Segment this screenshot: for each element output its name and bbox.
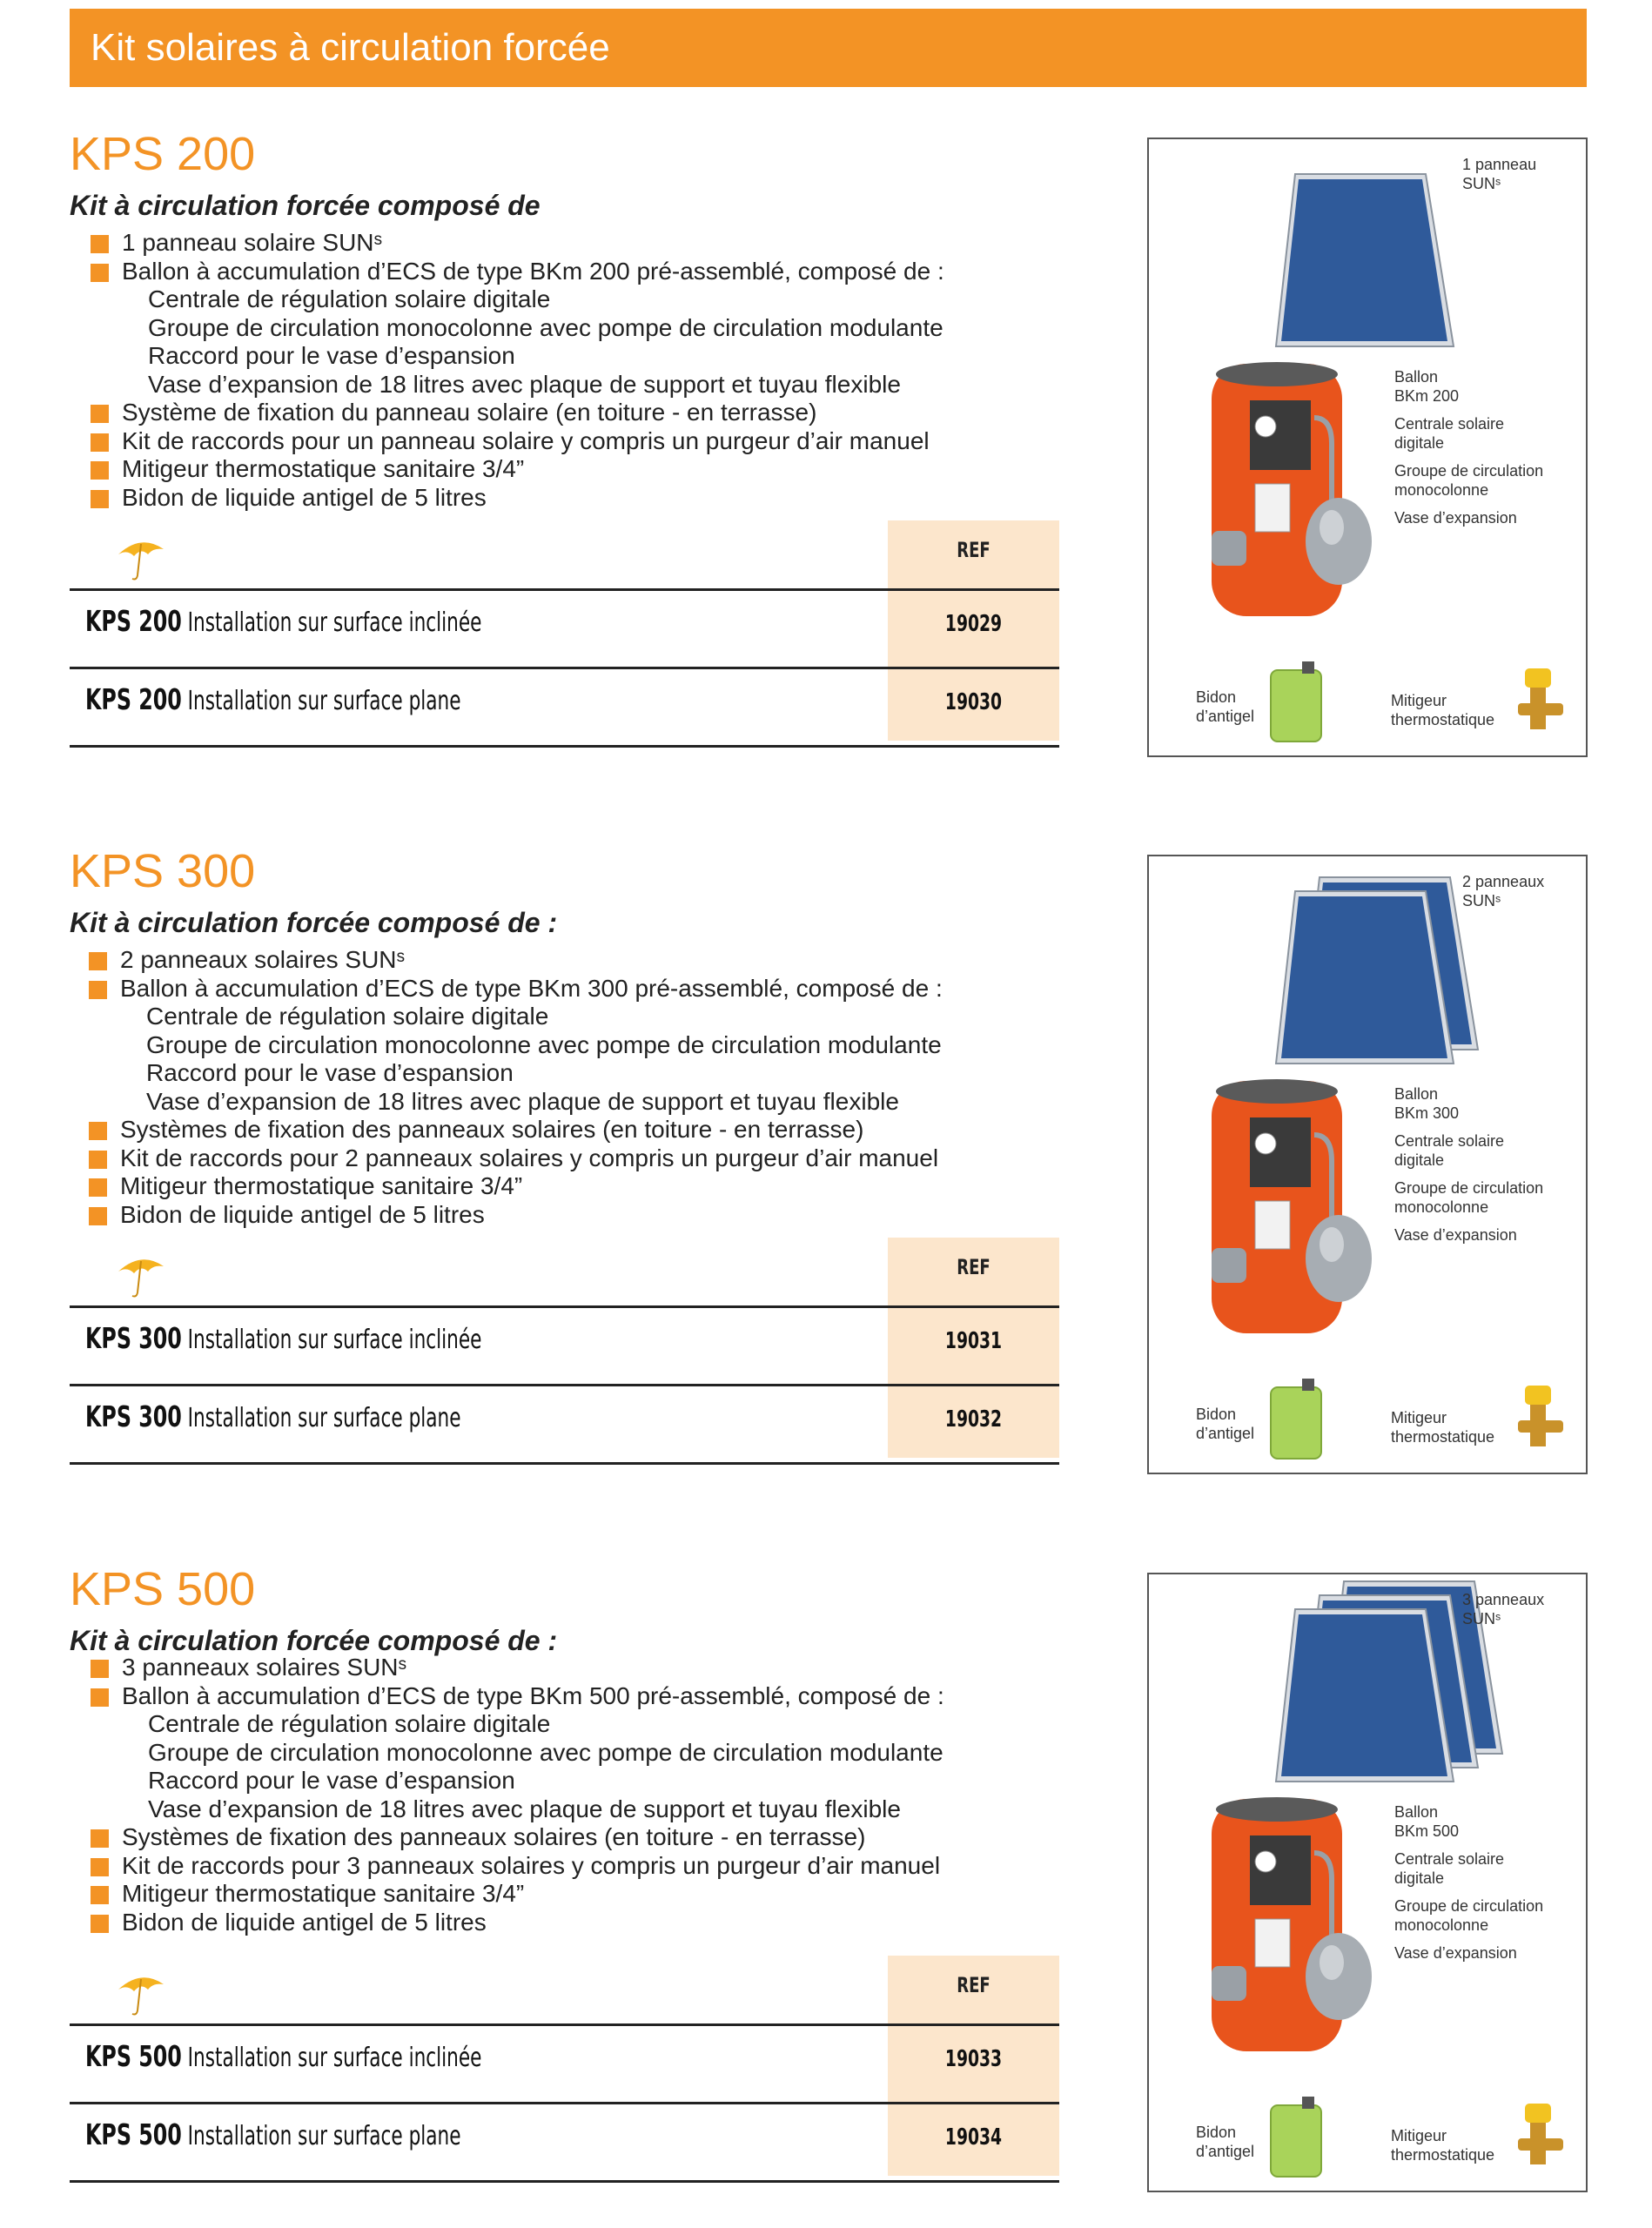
square-bullet-icon (91, 235, 109, 253)
tank-label-line: BKm 200 (1394, 387, 1460, 405)
square-bullet-icon (89, 1151, 107, 1169)
tank-label-line: BKm 500 (1394, 1822, 1460, 1840)
kit-title: KPS 500 (70, 1563, 256, 1615)
component-text: Bidon de liquide antigel de 5 litres (122, 1908, 487, 1936)
panel-label (1462, 1590, 1544, 1628)
component-item (87, 1909, 1044, 1937)
divider (70, 2180, 1059, 2183)
vessel-label (1394, 508, 1517, 527)
thermostatic-mixer (1518, 1386, 1563, 1446)
divider (70, 2023, 1059, 2026)
square-bullet-icon (91, 1915, 109, 1933)
component-subitem (85, 1088, 1043, 1117)
component-list (85, 946, 1043, 1229)
vessel-label-line: Vase d’expansion (1394, 1226, 1517, 1244)
component-text: Ballon à accumulation d’ECS de type BKm 500 pré-assemblé, composé de : (122, 1681, 944, 1709)
tank-label (1394, 1802, 1459, 1841)
kit-illustration (1147, 138, 1588, 757)
mixer-label (1391, 1408, 1494, 1446)
kit-section-kps-300 (0, 844, 1652, 1540)
component-text: Groupe de circulation monocolonne avec pompe de circulation modulante (148, 1738, 944, 1766)
pump-group-label-line: Groupe de circulation (1394, 1897, 1544, 1915)
component-text: 1 panneau solaire SUNˢ (122, 229, 383, 256)
kit-drawing (1149, 139, 1586, 755)
component-subitem (85, 1031, 1043, 1060)
vessel-label (1394, 1943, 1517, 1963)
component-subitem (85, 1059, 1043, 1088)
kit-subtitle: Kit à circulation forcée composé de : (70, 907, 558, 938)
antifreeze-can (1271, 661, 1321, 742)
component-text: Raccord pour le vase d’espansion (146, 1059, 514, 1086)
antifreeze-label (1196, 1405, 1254, 1443)
tank-label-line: BKm 300 (1394, 1104, 1460, 1122)
controller-label-line: Centrale solaire (1394, 415, 1505, 433)
product-ref: 19032 (944, 1406, 1003, 1433)
component-text: Système de fixation du panneau solaire (en toiture - en terrasse) (122, 399, 817, 426)
controller-label (1394, 1849, 1504, 1888)
antifreeze-can (1271, 1379, 1321, 1459)
component-item (87, 1880, 1044, 1909)
component-text: Bidon de liquide antigel de 5 litres (120, 1200, 485, 1228)
component-item (87, 455, 1044, 484)
panel-label (1462, 155, 1536, 193)
antifreeze-label-line: Bidon (1196, 688, 1237, 706)
mixer-label-line: thermostatique (1391, 711, 1495, 728)
component-text: Systèmes de fixation des panneaux solaires (en toiture - en terrasse) (120, 1116, 864, 1143)
kit-subtitle: Kit à circulation forcée composé de (70, 190, 541, 221)
square-bullet-icon (91, 461, 109, 480)
mixer-label-line: Mitigeur (1391, 692, 1447, 709)
component-list (87, 229, 1044, 512)
component-item (87, 484, 1044, 513)
mixer-label-line: Mitigeur (1391, 2127, 1447, 2144)
kit-illustration (1147, 855, 1588, 1474)
mixer-label-line: thermostatique (1391, 1428, 1495, 1446)
component-item (87, 1654, 1044, 1682)
vessel-label-line: Vase d’expansion (1394, 509, 1517, 527)
component-subitem (87, 371, 1044, 399)
antifreeze-label-line: d’antigel (1196, 708, 1255, 725)
tank-label (1394, 367, 1459, 406)
square-bullet-icon (91, 1829, 109, 1848)
product-model: KPS 500 (85, 2117, 182, 2151)
umbrella-icon (115, 1249, 167, 1301)
component-text: Bidon de liquide antigel de 5 litres (122, 483, 487, 511)
controller-label-line: Centrale solaire (1394, 1850, 1505, 1868)
divider (70, 745, 1059, 748)
kit-title: KPS 200 (70, 128, 256, 180)
component-item (85, 946, 1043, 975)
component-text: Groupe de circulation monocolonne avec pompe de circulation modulante (146, 1030, 942, 1058)
product-desc: Installation sur surface inclinée (187, 607, 482, 638)
panel-label (1462, 872, 1544, 910)
mixer-label (1391, 2126, 1494, 2164)
product-model: KPS 300 (85, 1321, 182, 1355)
component-text: Kit de raccords pour 2 panneaux solaires y compris un purgeur d’air manuel (120, 1144, 939, 1171)
mixer-label (1391, 691, 1494, 729)
square-bullet-icon (89, 1178, 107, 1197)
divider (70, 1305, 1059, 1308)
antifreeze-label (1196, 2123, 1254, 2161)
kit-section-kps-500 (0, 1562, 1652, 2228)
square-bullet-icon (91, 490, 109, 508)
panel-label-line: SUNˢ (1462, 1610, 1501, 1627)
component-text: Raccord pour le vase d’espansion (148, 1767, 515, 1794)
divider (70, 2102, 1059, 2104)
panel-label-line: SUNˢ (1462, 175, 1501, 192)
thermostatic-mixer (1518, 2104, 1563, 2164)
tank-label-line: Ballon (1394, 368, 1439, 386)
product-row-label (85, 2039, 481, 2073)
umbrella-icon (115, 1967, 167, 2019)
component-item (87, 1823, 1044, 1852)
pump-group-label-line: monocolonne (1394, 481, 1489, 499)
component-text: Centrale de régulation solaire digitale (148, 1710, 551, 1737)
component-subitem (87, 285, 1044, 314)
divider (70, 1462, 1059, 1465)
component-subitem (87, 1710, 1044, 1739)
square-bullet-icon (91, 1660, 109, 1678)
kit-drawing (1149, 1574, 1586, 2191)
kit-title: KPS 300 (70, 845, 256, 897)
component-text: Raccord pour le vase d’espansion (148, 342, 515, 369)
component-text: 2 panneaux solaires SUNˢ (120, 946, 406, 973)
controller-label-line: Centrale solaire (1394, 1132, 1505, 1150)
product-ref: 19033 (944, 2046, 1003, 2072)
product-model: KPS 300 (85, 1399, 182, 1433)
component-item (85, 1201, 1043, 1230)
component-item (85, 1172, 1043, 1201)
controller-label (1394, 1131, 1504, 1170)
component-text: 3 panneaux solaires SUNˢ (122, 1654, 407, 1681)
component-text: Kit de raccords pour un panneau solaire y compris un purgeur d’air manuel (122, 426, 930, 454)
product-model: KPS 200 (85, 604, 182, 638)
component-subitem (85, 1003, 1043, 1031)
component-item (87, 229, 1044, 258)
component-item (87, 258, 1044, 286)
component-subitem (87, 342, 1044, 371)
ref-header: REF (957, 1973, 991, 1997)
product-ref: 19029 (944, 611, 1003, 637)
antifreeze-label-line: d’antigel (1196, 1425, 1255, 1442)
page-title: Kit solaires à circulation forcée (91, 26, 610, 69)
square-bullet-icon (89, 1207, 107, 1225)
ref-header: REF (957, 538, 991, 562)
ref-header: REF (957, 1255, 991, 1279)
divider (70, 588, 1059, 591)
solar-panel (1276, 174, 1454, 346)
product-desc: Installation sur surface plane (187, 1403, 461, 1433)
component-item (87, 427, 1044, 456)
component-item (87, 399, 1044, 427)
product-desc: Installation sur surface plane (187, 2121, 461, 2151)
product-ref: 19030 (944, 689, 1003, 715)
panel-label-line: SUNˢ (1462, 892, 1501, 909)
product-desc: Installation sur surface plane (187, 686, 461, 716)
component-subitem (87, 314, 1044, 343)
tank-label-line: Ballon (1394, 1085, 1439, 1103)
component-text: Ballon à accumulation d’ECS de type BKm 300 pré-assemblé, composé de : (120, 974, 943, 1002)
panel-label-line: 1 panneau (1462, 156, 1537, 173)
tank-label-line: Ballon (1394, 1803, 1439, 1821)
component-text: Mitigeur thermostatique sanitaire 3/4” (120, 1172, 523, 1199)
controller-label-line: digitale (1394, 1869, 1445, 1887)
square-bullet-icon (91, 264, 109, 282)
pump-group-label-line: monocolonne (1394, 1198, 1489, 1216)
component-text: Ballon à accumulation d’ECS de type BKm 200 pré-assemblé, composé de : (122, 257, 944, 285)
pump-group-label (1394, 1178, 1543, 1217)
pump-group-label-line: Groupe de circulation (1394, 1179, 1544, 1197)
mixer-label-line: thermostatique (1391, 2146, 1495, 2164)
tank-label (1394, 1084, 1459, 1123)
pump-group-label (1394, 461, 1543, 500)
divider (70, 667, 1059, 669)
component-text: Systèmes de fixation des panneaux solaires (en toiture - en terrasse) (122, 1823, 866, 1850)
product-row-label (85, 682, 461, 716)
antifreeze-label-line: Bidon (1196, 1406, 1237, 1423)
component-text: Vase d’expansion de 18 litres avec plaque de support et tuyau flexible (146, 1087, 899, 1115)
umbrella-icon (115, 532, 167, 584)
expansion-vessel (1306, 498, 1372, 585)
vessel-label (1394, 1225, 1517, 1245)
divider (70, 1384, 1059, 1386)
product-ref: 19034 (944, 2124, 1003, 2151)
square-bullet-icon (91, 1688, 109, 1707)
product-row-label (85, 2117, 461, 2151)
antifreeze-label (1196, 688, 1254, 726)
pump-group-label (1394, 1896, 1543, 1935)
controller-label (1394, 414, 1504, 453)
product-row-label (85, 604, 481, 638)
kit-drawing (1149, 856, 1586, 1473)
component-subitem (87, 1795, 1044, 1824)
solar-panel (1276, 891, 1454, 1064)
component-item (85, 975, 1043, 1003)
antifreeze-label-line: Bidon (1196, 2124, 1237, 2141)
controller-label-line: digitale (1394, 1151, 1445, 1169)
solar-panel (1276, 1609, 1454, 1782)
product-model: KPS 500 (85, 2039, 182, 2073)
vessel-label-line: Vase d’expansion (1394, 1944, 1517, 1962)
component-text: Vase d’expansion de 18 litres avec plaque de support et tuyau flexible (148, 370, 901, 398)
kit-section-kps-200 (0, 127, 1652, 823)
component-item (87, 1852, 1044, 1881)
square-bullet-icon (91, 405, 109, 423)
component-item (85, 1116, 1043, 1144)
component-item (87, 1682, 1044, 1711)
mixer-label-line: Mitigeur (1391, 1409, 1447, 1426)
component-text: Vase d’expansion de 18 litres avec plaque de support et tuyau flexible (148, 1795, 901, 1822)
square-bullet-icon (89, 1122, 107, 1140)
panel-label-line: 2 panneaux (1462, 873, 1545, 890)
pump-group-label-line: monocolonne (1394, 1916, 1489, 1934)
antifreeze-label-line: d’antigel (1196, 2143, 1255, 2160)
component-text: Centrale de régulation solaire digitale (146, 1003, 549, 1030)
square-bullet-icon (91, 433, 109, 452)
square-bullet-icon (91, 1858, 109, 1876)
component-subitem (87, 1767, 1044, 1795)
product-row-label (85, 1321, 481, 1355)
antifreeze-can (1271, 2097, 1321, 2177)
component-text: Kit de raccords pour 3 panneaux solaires y compris un purgeur d’air manuel (122, 1851, 941, 1879)
page-header (70, 9, 1587, 87)
panel-label-line: 3 panneaux (1462, 1591, 1545, 1608)
kit-illustration (1147, 1573, 1588, 2192)
product-desc: Installation sur surface inclinée (187, 2043, 482, 2073)
product-desc: Installation sur surface inclinée (187, 1325, 482, 1355)
square-bullet-icon (89, 981, 107, 999)
component-text: Groupe de circulation monocolonne avec pompe de circulation modulante (148, 313, 944, 341)
square-bullet-icon (91, 1886, 109, 1904)
product-model: KPS 200 (85, 682, 182, 716)
controller-label-line: digitale (1394, 434, 1445, 452)
component-text: Centrale de régulation solaire digitale (148, 285, 551, 312)
product-row-label (85, 1399, 461, 1433)
component-list (87, 1654, 1044, 1936)
component-item (85, 1144, 1043, 1173)
component-text: Mitigeur thermostatique sanitaire 3/4” (122, 455, 525, 482)
expansion-vessel (1306, 1215, 1372, 1302)
component-subitem (87, 1739, 1044, 1768)
expansion-vessel (1306, 1933, 1372, 2020)
product-ref: 19031 (944, 1328, 1003, 1354)
component-text: Mitigeur thermostatique sanitaire 3/4” (122, 1880, 525, 1907)
thermostatic-mixer (1518, 668, 1563, 729)
kit-subtitle: Kit à circulation forcée composé de : (70, 1625, 558, 1656)
square-bullet-icon (89, 952, 107, 970)
pump-group-label-line: Groupe de circulation (1394, 462, 1544, 480)
